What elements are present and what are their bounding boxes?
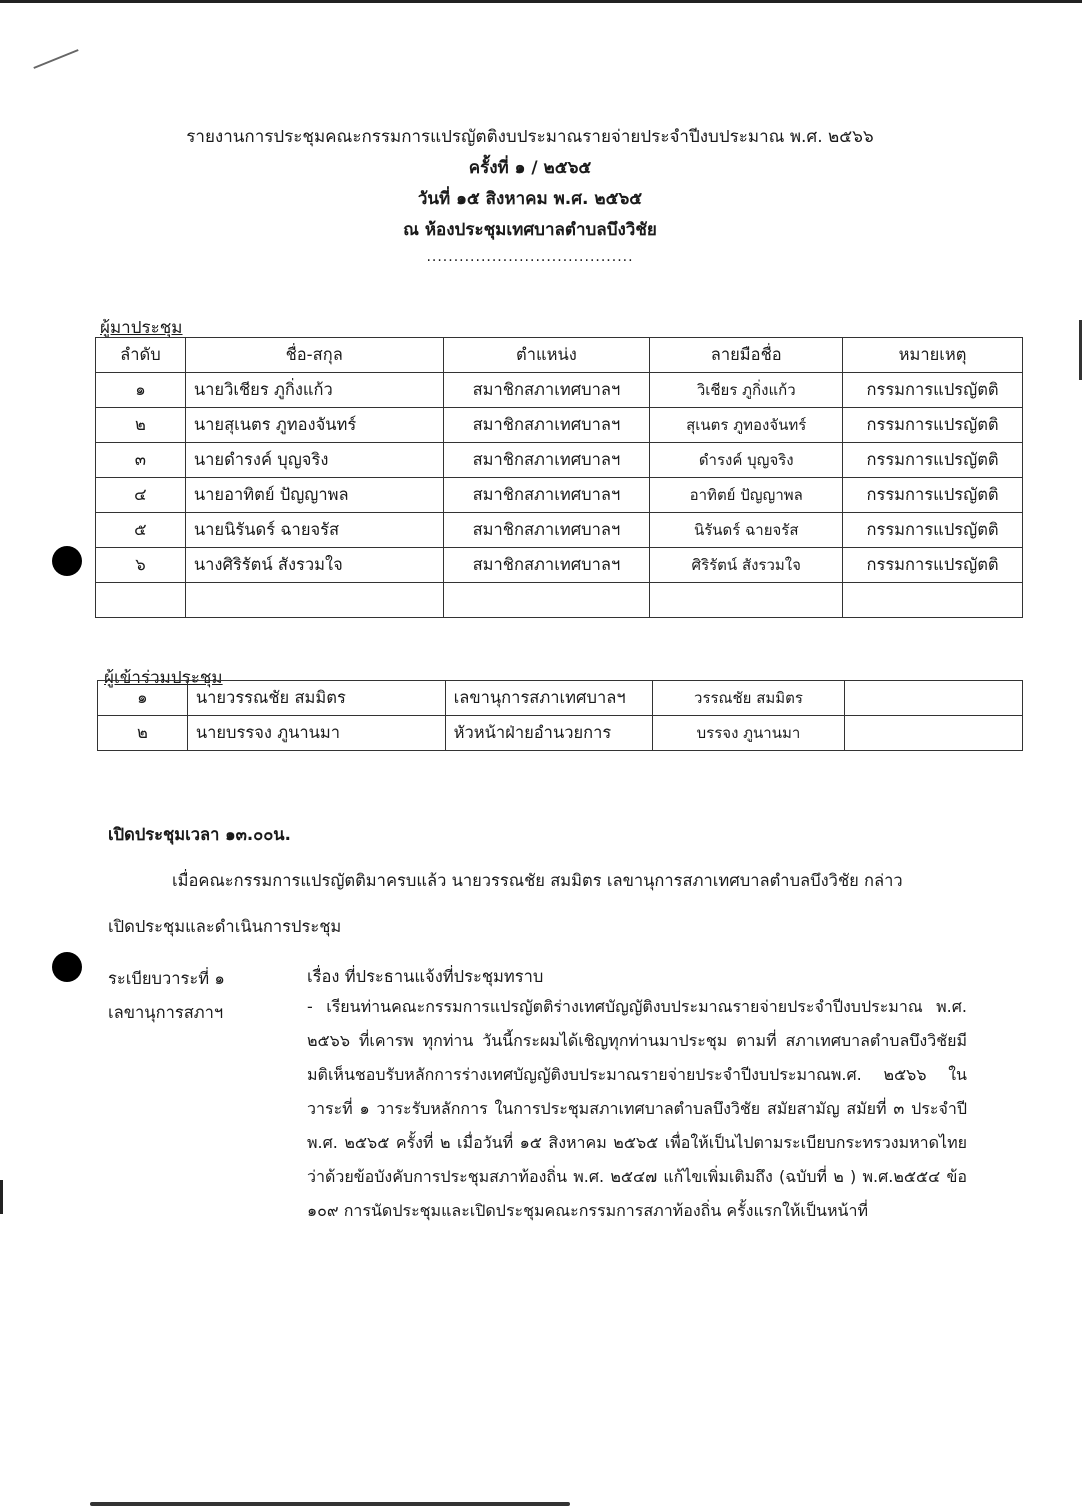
scan-edge-left (0, 1180, 3, 1214)
row-number: ๖ (96, 548, 186, 583)
document-title: รายงานการประชุมคณะกรรมการแปรญัตติงบประมาณรายจ่ายประจำปีงบประมาณ พ.ศ. ๒๕๖๖ (186, 127, 874, 147)
table-row (96, 408, 1023, 443)
pen-mark (33, 49, 78, 69)
member-signature: ดำรงค์ บุญจริง (650, 443, 843, 478)
row-number: ๑ (98, 681, 188, 716)
member-signature: นิรันดร์ ฉายจรัส (650, 513, 843, 548)
row-number: ๒ (98, 716, 188, 751)
member-signature: อาทิตย์ ปัญญาพล (650, 478, 843, 513)
member-name: นายนิรันดร์ ฉายจรัส (185, 513, 443, 548)
session-number: ครั้งที่ ๑ / ๒๕๖๕ (468, 158, 592, 178)
member-position: สมาชิกสภาเทศบาลฯ (443, 548, 650, 583)
meeting-date: วันที่ ๑๕ สิงหาคม พ.ศ. ๒๕๖๕ (417, 189, 643, 209)
attendees-label: ผู้มาประชุม (100, 318, 183, 338)
agenda-body: - เรียนท่านคณะกรรมการแปรญัตติร่างเทศบัญญัติงบประมาณรายจ่ายประจำปีงบประมาณ พ.ศ. ๒๕๖๖ ที่เคารพ ทุกท่าน วันนี้กระผมได้เชิญทุกท่านมาประชุม ตามที่ สภาเทศบาลตำบลบึงวิชัยมีมติเห็นชอบรับหลักการร่างเทศบัญญัติงบประมาณรายจ่ายประจำปีงบประมาณพ.ศ. ๒๕๖๖ ในวาระที่ ๑ วาระรับหลักการ ในการประชุมสภาเทศบาลตำบลบึงวิชัย สมัยสามัญ สมัยที่ ๓ ประจำปี พ.ศ. ๒๕๖๕ ครั้งที่ ๒ เมื่อวันที่ ๑๕ สิงหาคม ๒๕๖๕ เพื่อให้เป็นไปตามระเบียบกระทรวงมหาดไทย ว่าด้วยข้อบังคับการประชุมสภาท้องถิ่น พ.ศ. ๒๕๔๗ แก้ไขเพิ่มเติมถึง (ฉบับที่ ๒ ) พ.ศ.๒๕๕๔ ข้อ ๑๐๙ การนัดประชุมและเปิดประชุมคณะกรรมการสภาท้องถิ่น ครั้งแรกให้เป็นหน้าที่ (307, 997, 967, 1220)
column-header-remark: หมายเหตุ (843, 338, 1023, 373)
member-remark: กรรมการแปรญัตติ (843, 408, 1023, 443)
attendees-header-row (96, 338, 1023, 373)
participants-label: ผู้เข้าร่วมประชุม (104, 668, 223, 688)
punch-hole-top (52, 546, 82, 576)
table-row (96, 513, 1023, 548)
member-name: นายวิเชียร ภูกิ่งแก้ว (185, 373, 443, 408)
header-separator: ...................................... (426, 249, 634, 265)
participant-signature: วรรณชัย สมมิตร (652, 681, 845, 716)
agenda-item: ระเบียบวาระที่ ๑ (108, 969, 225, 988)
table-row-empty (96, 583, 1023, 618)
row-number: ๓ (96, 443, 186, 478)
scan-edge-top (0, 0, 1082, 3)
member-position: สมาชิกสภาเทศบาลฯ (443, 478, 650, 513)
column-header-name: ชื่อ-สกุล (185, 338, 443, 373)
member-position: สมาชิกสภาเทศบาลฯ (443, 513, 650, 548)
member-remark: กรรมการแปรญัตติ (843, 478, 1023, 513)
opening-line-2: เปิดประชุมและดำเนินการประชุม (108, 917, 342, 936)
row-number: ๒ (96, 408, 186, 443)
agenda-speaker: เลขานุการสภาฯ (108, 1003, 224, 1022)
agenda-subject: เรื่อง ที่ประธานแจ้งที่ประชุมทราบ (307, 967, 544, 986)
participant-position: หัวหน้าฝ่ายอำนวยการ (445, 716, 652, 751)
punch-hole-bottom (52, 952, 82, 982)
attendees-table (95, 337, 1023, 618)
document-header (110, 122, 950, 268)
participant-position: เลขานุการสภาเทศบาลฯ (445, 681, 652, 716)
row-number: ๑ (96, 373, 186, 408)
table-row (96, 478, 1023, 513)
column-header-signature: ลายมือชื่อ (650, 338, 843, 373)
meeting-venue: ณ ห้องประชุมเทศบาลตำบลบึงวิชัย (403, 220, 657, 240)
opening-time: เปิดประชุมเวลา ๑๓.๐๐น. (108, 825, 291, 844)
member-signature: ศิริรัตน์ สังรวมใจ (650, 548, 843, 583)
member-signature: สุเนตร ภูทองจันทร์ (650, 408, 843, 443)
table-row (96, 443, 1023, 478)
row-number: ๕ (96, 513, 186, 548)
column-header-position: ตำแหน่ง (443, 338, 650, 373)
table-row (98, 681, 1023, 716)
member-name: นางศิริรัตน์ สังรวมใจ (185, 548, 443, 583)
column-header-no: ลำดับ (96, 338, 186, 373)
member-name: นายดำรงค์ บุญจริง (185, 443, 443, 478)
member-signature: วิเชียร ภูกิ่งแก้ว (650, 373, 843, 408)
participant-name: นายวรรณชัย สมมิตร (187, 681, 445, 716)
row-number: ๔ (96, 478, 186, 513)
member-name: นายสุเนตร ภูทองจันทร์ (185, 408, 443, 443)
participants-table (97, 680, 1023, 751)
member-position: สมาชิกสภาเทศบาลฯ (443, 443, 650, 478)
scan-edge-bottom (90, 1502, 570, 1506)
table-row (98, 716, 1023, 751)
member-remark: กรรมการแปรญัตติ (843, 443, 1023, 478)
participant-name: นายบรรจง ภูนานมา (187, 716, 445, 751)
member-name: นายอาทิตย์ ปัญญาพล (185, 478, 443, 513)
member-remark: กรรมการแปรญัตติ (843, 548, 1023, 583)
opening-line-1: เมื่อคณะกรรมการแปรญัตติมาครบแล้ว นายวรรณชัย สมมิตร เลขานุการสภาเทศบาลตำบลบึงวิชัย กล่าว (172, 871, 903, 890)
table-row (96, 373, 1023, 408)
member-position: สมาชิกสภาเทศบาลฯ (443, 373, 650, 408)
member-remark: กรรมการแปรญัตติ (843, 373, 1023, 408)
participant-signature: บรรจง ภูนานมา (652, 716, 845, 751)
member-remark: กรรมการแปรญัตติ (843, 513, 1023, 548)
member-position: สมาชิกสภาเทศบาลฯ (443, 408, 650, 443)
table-row (96, 548, 1023, 583)
